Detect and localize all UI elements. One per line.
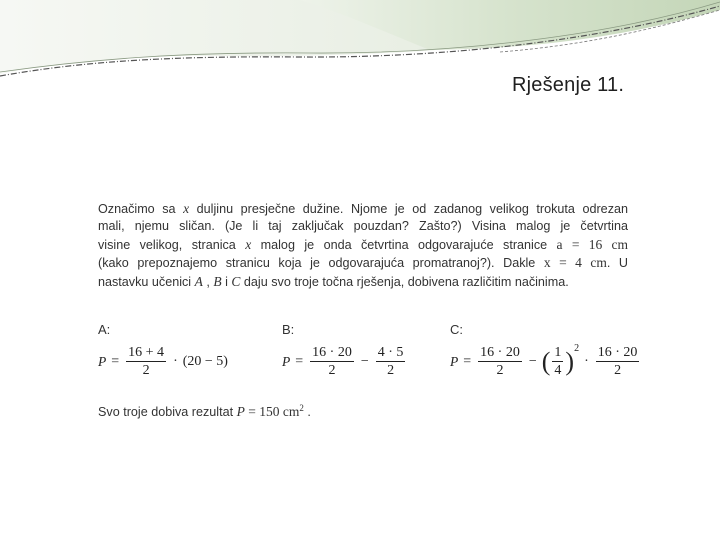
result-value: = 150 cm [244, 404, 300, 420]
exponent: 2 [299, 403, 304, 413]
text: Svo troje dobiva rezultat [98, 405, 237, 420]
text: visine velikog, stranica [98, 237, 246, 252]
equals-sign: = [111, 353, 120, 369]
text: . U [606, 256, 629, 271]
minus-sign: − [528, 353, 537, 369]
times-sign: · [584, 353, 589, 369]
case-label: A: [98, 322, 111, 337]
var-x: x [245, 236, 252, 252]
numerator: 16 · 20 [480, 345, 520, 360]
fraction [376, 345, 406, 378]
denominator: 2 [328, 363, 336, 378]
text: i [221, 274, 232, 289]
var-p: P [450, 353, 459, 369]
fraction [310, 345, 354, 378]
equals-sign: = [295, 353, 304, 369]
text: malog je onda četvrtina odgovarajuće stranice [251, 237, 557, 252]
paragraph-line [98, 200, 628, 218]
denominator: 2 [496, 363, 504, 378]
left-paren: ( [541, 346, 551, 376]
student-b: B [213, 273, 222, 289]
equation-a: a = 16 cm [556, 236, 629, 252]
paragraph-line [98, 254, 628, 272]
text: Označimo sa [98, 202, 184, 216]
case-label: B: [282, 322, 295, 337]
text: . [303, 405, 311, 420]
formula-c [450, 345, 641, 378]
numerator: 16 · 20 [312, 345, 352, 360]
case-label: C: [450, 322, 463, 337]
denominator: 2 [142, 363, 150, 378]
slide-title: Rješenje 11. [512, 74, 625, 96]
denominator: 4 [554, 363, 562, 378]
fraction [478, 345, 522, 378]
solution-case-b [282, 322, 407, 378]
formula-b [282, 345, 407, 378]
text: daju svo troje točna rješenja, dobivena različitim načinima. [240, 274, 569, 289]
result-line [98, 403, 311, 420]
var-p: P [236, 404, 245, 420]
numerator: 4 · 5 [377, 345, 404, 360]
text: duljinu presječne dužine. Njome je od zadanog velikog trokuta odrezan [189, 202, 628, 216]
var-p: P [98, 353, 107, 369]
denominator: 2 [614, 363, 622, 378]
numerator: 1 [554, 345, 562, 360]
text: nastavku učenici [98, 274, 195, 289]
paragraph-line: mali, njemu sličan. (Je li taj zaključak pouzdan? Zašto?) Visina malog je četvrtina [98, 219, 628, 234]
text: (kako prepoznajemo stranicu koja je odgovarajuća promatranoj?). Dakle [98, 256, 544, 271]
right-paren: ) [565, 346, 575, 376]
student-c: C [231, 273, 241, 289]
solution-case-c [450, 322, 641, 378]
numerator: 16 + 4 [128, 345, 165, 360]
times-sign: · [173, 353, 178, 369]
var-x: x [183, 201, 190, 216]
solution-paragraph [98, 200, 628, 291]
var-p: P [282, 353, 291, 369]
fraction [552, 345, 563, 378]
fraction [596, 345, 640, 378]
formula-a [98, 345, 228, 378]
denominator: 2 [387, 363, 395, 378]
fraction [126, 345, 166, 378]
student-a: A [194, 273, 203, 289]
exponent: 2 [574, 343, 580, 354]
equation-x: x = 4 cm [543, 255, 607, 271]
equals-sign: = [463, 353, 472, 369]
text: , [202, 274, 214, 289]
factor: (20 − 5) [182, 353, 228, 369]
paragraph-line [98, 273, 628, 291]
solution-case-a [98, 322, 228, 378]
paragraph-line [98, 236, 628, 254]
numerator: 16 · 20 [597, 345, 638, 360]
minus-sign: − [360, 353, 369, 369]
